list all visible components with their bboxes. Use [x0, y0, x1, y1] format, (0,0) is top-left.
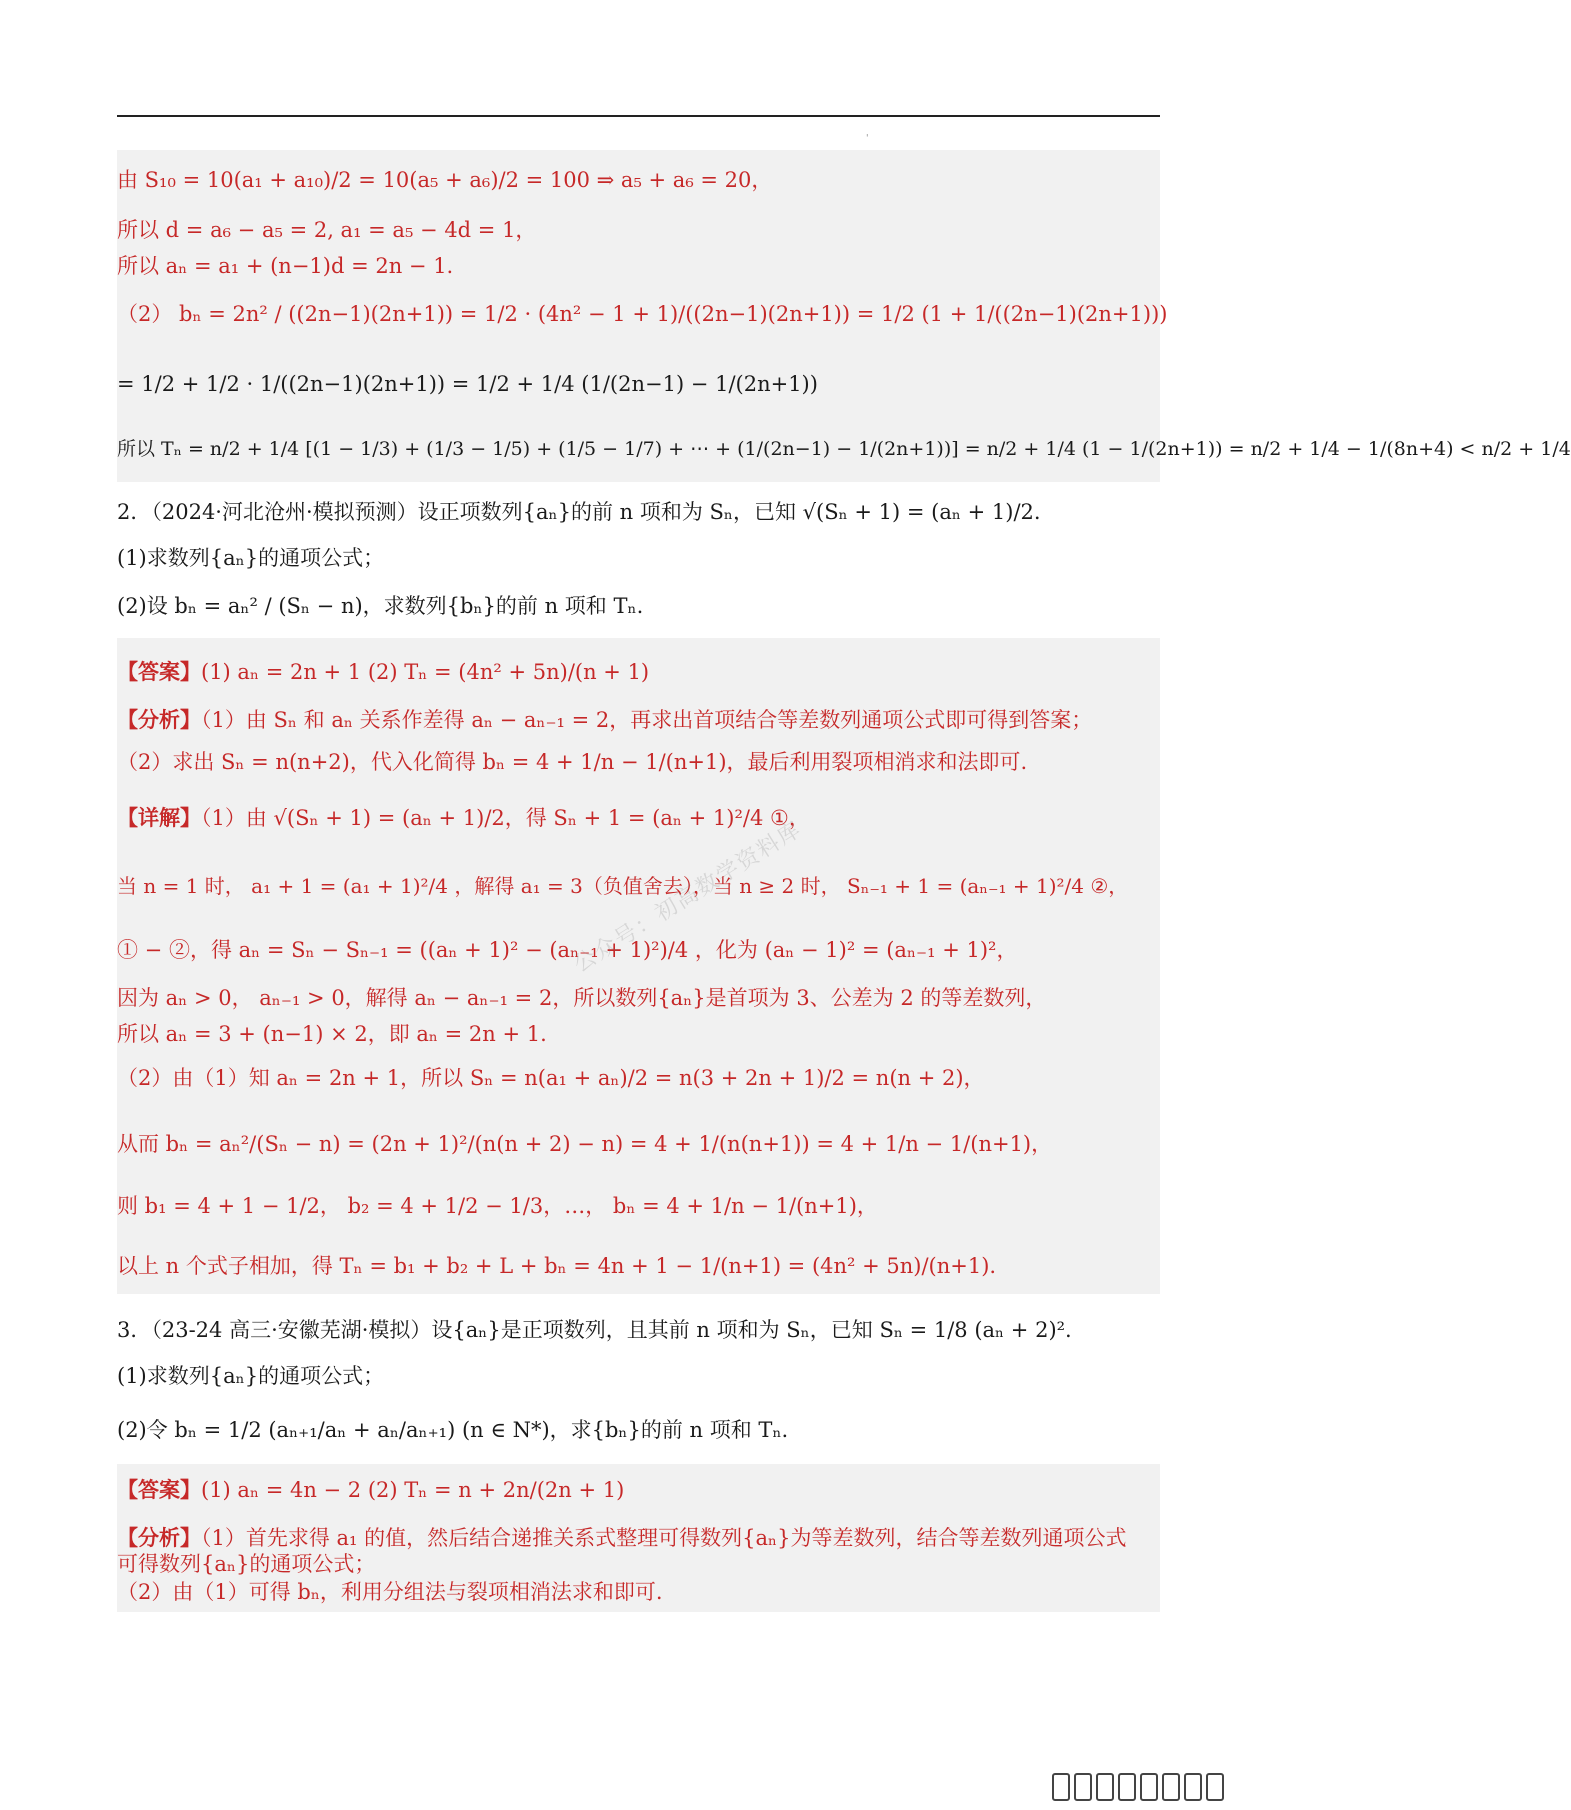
detail-line-5: 所以 aₙ = 3 + (n−1) × 2，即 aₙ = 2n + 1.: [117, 1022, 547, 1046]
question-2-part-2: (2)设 bₙ = aₙ² / (Sₙ − n)，求数列{bₙ}的前 n 项和 Tₙ.: [117, 594, 644, 618]
answer-tag: 【答案】: [117, 660, 201, 684]
analysis-line-2: （2）求出 Sₙ = n(n+2)，代入化简得 bₙ = 4 + 1/n − 1/(n+1)，最后利用裂项相消求和法即可.: [117, 750, 1028, 774]
analysis3-line-1: [117, 1526, 1126, 1551]
detail-line-2: 当 n = 1 时， a₁ + 1 = (a₁ + 1)²/4 ，解得 a₁ = 3（负值舍去），当 n ≥ 2 时， Sₙ₋₁ + 1 = (aₙ₋₁ + 1)²/4 ②，: [117, 874, 1129, 898]
question-2-stem: 2．（2024·河北沧州·模拟预测）设正项数列{aₙ}的前 n 项和为 Sₙ，已知 √(Sₙ + 1) = (aₙ + 1)/2.: [117, 500, 1041, 524]
footer-icon-bar-4: [1118, 1773, 1136, 1801]
solution-line-4: （2） bₙ = 2n² / ((2n−1)(2n+1)) = 1/2 · (4n² − 1 + 1)/((2n−1)(2n+1)) = 1/2 (1 + 1/((2n−1)(2n+1))): [117, 302, 1168, 326]
detail-tag: 【详解】: [117, 806, 201, 830]
analysis-tag: 【分析】: [117, 708, 201, 732]
answer-block-2: [117, 638, 1160, 1294]
solution-line-2: 所以 d = a₆ − a₅ = 2, a₁ = a₅ − 4d = 1，: [117, 218, 537, 242]
solution-block-1: [117, 150, 1571, 482]
analysis3-line-2: （2）由（1）可得 bₙ，利用分组法与裂项相消法求和即可.: [117, 1580, 663, 1604]
answer-tag-3: 【答案】: [117, 1478, 201, 1502]
detail-line-4: 因为 aₙ > 0， aₙ₋₁ > 0，解得 aₙ − aₙ₋₁ = 2，所以数列{aₙ}是首项为 3、公差为 2 的等差数列，: [117, 986, 1047, 1010]
top-rule: [117, 115, 1160, 117]
answer-line-3: [117, 1478, 624, 1503]
question-2-part-1: (1)求数列{aₙ}的通项公式；: [117, 546, 385, 570]
answer-text-3: (1) aₙ = 4n − 2 (2) Tₙ = n + 2n/(2n + 1): [201, 1478, 625, 1502]
detail-line-9: 以上 n 个式子相加，得 Tₙ = b₁ + b₂ + L + bₙ = 4n + 1 − 1/(n+1) = (4n² + 5n)/(n+1).: [117, 1254, 997, 1278]
question-3-stem: 3．（23-24 高三·安徽芜湖·模拟）设{aₙ}是正项数列，且其前 n 项和为 Sₙ，已知 Sₙ = 1/8 (aₙ + 2)².: [117, 1318, 1072, 1342]
solution-line-6: 所以 Tₙ = n/2 + 1/4 [(1 − 1/3) + (1/3 − 1/5) + (1/5 − 1/7) + ⋯ + (1/(2n−1) − 1/(2n+1))] = n/2 + 1/4 (1 − 1/(2n+1)) = n/2 + 1/4 − 1/(8n+4) < n/2 + 1/4: [117, 438, 1571, 460]
analysis-line-1: [117, 708, 1092, 733]
analysis3-line-1b: 可得数列{aₙ}的通项公式；: [117, 1552, 376, 1576]
answer-line: [117, 660, 649, 685]
footer-icon-bar-7: [1184, 1773, 1202, 1801]
footer-icon-bar-1: [1052, 1773, 1070, 1801]
answer-text: (1) aₙ = 2n + 1 (2) Tₙ = (4n² + 5n)/(n + 1): [201, 660, 650, 684]
answer-block-3: [117, 1464, 1160, 1612]
solution-line-5: = 1/2 + 1/2 · 1/((2n−1)(2n+1)) = 1/2 + 1/4 (1/(2n−1) − 1/(2n+1)): [117, 372, 818, 396]
analysis-text-1: （1）由 Sₙ 和 aₙ 关系作差得 aₙ − aₙ₋₁ = 2，再求出首项结合等差数列通项公式即可得到答案；: [201, 708, 1093, 732]
solution-line-3: 所以 aₙ = a₁ + (n−1)d = 2n − 1.: [117, 254, 454, 278]
question-3-part-2: (2)令 bₙ = 1/2 (aₙ₊₁/aₙ + aₙ/aₙ₊₁) (n ∈ N*)，求{bₙ}的前 n 项和 Tₙ.: [117, 1418, 789, 1442]
detail-line-3: ① − ②，得 aₙ = Sₙ − Sₙ₋₁ = ((aₙ + 1)² − (aₙ₋₁ + 1)²)/4 ，化为 (aₙ − 1)² = (aₙ₋₁ + 1)²，: [117, 938, 1018, 962]
footer-icon-bar-2: [1074, 1773, 1092, 1801]
watermark: 公众号：初高数学资料库: [569, 816, 807, 978]
detail-line-1: [117, 806, 810, 831]
detail-line-6: （2）由（1）知 aₙ = 2n + 1，所以 Sₙ = n(a₁ + aₙ)/2 = n(3 + 2n + 1)/2 = n(n + 2)，: [117, 1066, 985, 1090]
analysis-tag-3: 【分析】: [117, 1526, 201, 1550]
solution-line-1: 由 S₁₀ = 10(a₁ + a₁₀)/2 = 10(a₅ + a₆)/2 = 100 ⇒ a₅ + a₆ = 20，: [117, 168, 773, 192]
detail-text-1: （1）由 √(Sₙ + 1) = (aₙ + 1)/2，得 Sₙ + 1 = (aₙ + 1)²/4 ①，: [201, 806, 810, 830]
question-3-part-1: (1)求数列{aₙ}的通项公式；: [117, 1364, 385, 1388]
detail-line-7: 从而 bₙ = aₙ²/(Sₙ − n) = (2n + 1)²/(n(n + 2) − n) = 4 + 1/(n(n+1)) = 4 + 1/n − 1/(n+1)，: [117, 1132, 1053, 1156]
footer-icon-bar-8: [1206, 1773, 1224, 1801]
page-mark: ': [866, 134, 869, 144]
detail-line-8: 则 b₁ = 4 + 1 − 1/2， b₂ = 4 + 1/2 − 1/3，…， bₙ = 4 + 1/n − 1/(n+1)，: [117, 1194, 878, 1218]
footer-icon-bar-6: [1162, 1773, 1180, 1801]
footer-icon: [1052, 1775, 1252, 1801]
footer-icon-bar-5: [1140, 1773, 1158, 1801]
analysis3-text-1: （1）首先求得 a₁ 的值，然后结合递推关系式整理可得数列{aₙ}为等差数列，结合等差数列通项公式: [201, 1526, 1127, 1550]
footer-icon-bar-3: [1096, 1773, 1114, 1801]
